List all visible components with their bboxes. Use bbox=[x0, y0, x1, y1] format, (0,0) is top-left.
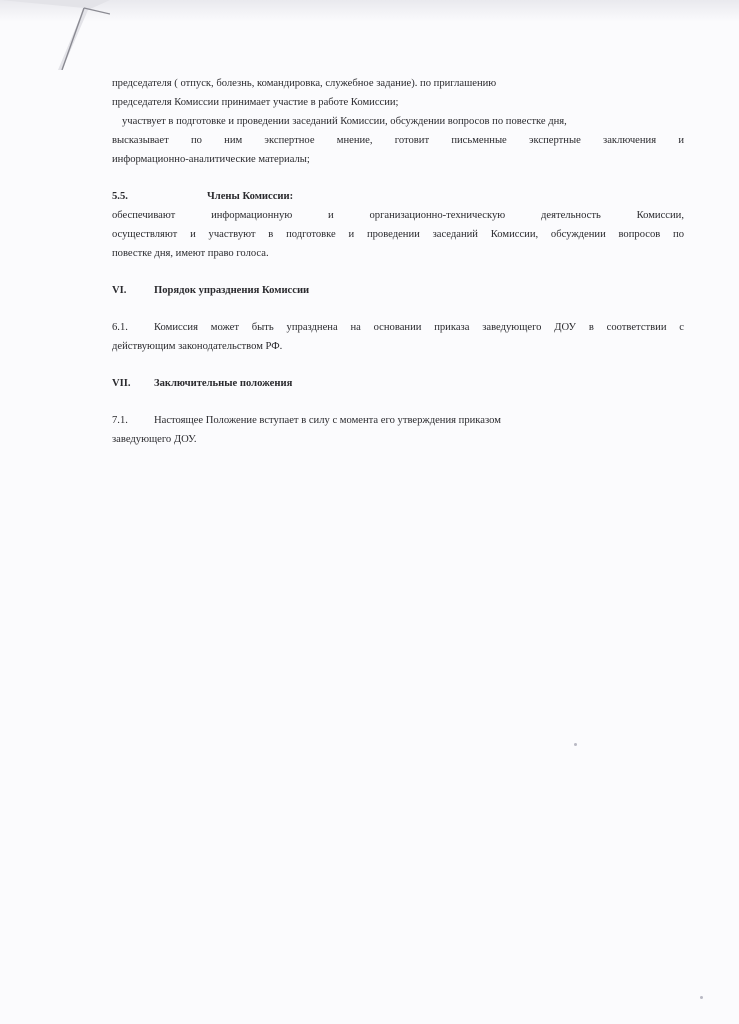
section-heading-7 bbox=[112, 374, 684, 393]
section-title: Заключительные положения bbox=[154, 378, 293, 389]
text-line: действующим законодательством РФ. bbox=[112, 341, 283, 352]
text-line: председателя ( отпуск, болезнь, командировка, служебное задание). по приглашению bbox=[112, 78, 497, 89]
scan-top-edge bbox=[0, 0, 739, 22]
section-title: Члены Комиссии: bbox=[207, 191, 294, 202]
text-line: участвует в подготовке и проведении заседаний Комиссии, обсуждении вопросов по повестке дня, bbox=[122, 116, 567, 127]
text-line: заведующего ДОУ. bbox=[112, 434, 197, 445]
paragraph-number: 6.1. bbox=[112, 322, 128, 333]
text-line: высказывает по ним экспертное мнение, готовит письменные экспертные заключения и bbox=[112, 135, 684, 146]
section-number: 5.5. bbox=[112, 191, 128, 202]
continuation-paragraph bbox=[112, 74, 684, 169]
paragraph-text: Комиссия может быть упразднена на основании приказа заведующего ДОУ в соответствии с bbox=[154, 322, 684, 333]
section-heading-5-5 bbox=[112, 187, 684, 206]
section-number: VII. bbox=[112, 378, 131, 389]
scan-speck bbox=[574, 743, 577, 746]
section-number: VI. bbox=[112, 285, 127, 296]
scan-speck bbox=[700, 996, 703, 999]
document-body bbox=[112, 74, 684, 449]
text-line: председателя Комиссии принимает участие в работе Комиссии; bbox=[112, 97, 399, 108]
text-line: обеспечивают информационную и организационно-техническую деятельность Комиссии, bbox=[112, 210, 684, 221]
paragraph-number: 7.1. bbox=[112, 415, 128, 426]
scan-corner-fold bbox=[0, 0, 110, 70]
section-title: Порядок упразднения Комиссии bbox=[154, 285, 310, 296]
paragraph-text: Настоящее Положение вступает в силу с момента его утверждения приказом bbox=[154, 415, 501, 426]
paragraph-6-1 bbox=[112, 318, 684, 337]
section-heading-6 bbox=[112, 281, 684, 300]
text-line: осуществляют и участвуют в подготовке и проведении заседаний Комиссии, обсуждении вопросов по bbox=[112, 229, 684, 240]
text-line: информационно-аналитические материалы; bbox=[112, 154, 310, 165]
paragraph-7-1 bbox=[112, 411, 684, 430]
text-line: повестке дня, имеют право голоса. bbox=[112, 248, 269, 259]
